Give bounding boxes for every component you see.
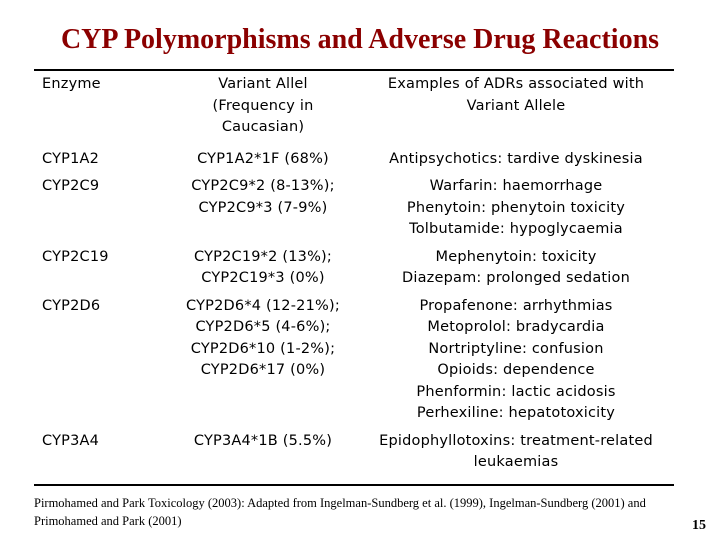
adr-line: Metoprolol: bradycardia [427,319,605,335]
variant-line: CYP2D6*17 (0%) [200,362,326,378]
enzyme-cell: CYP2D6 [42,297,101,314]
header-variant-line: (Frequency in [212,97,314,114]
adr-line: Phenytoin: phenytoin toxicity [406,199,626,216]
header-adrs-line: Variant Allele [466,97,566,114]
adr-line: Antipsychotics: tardive dyskinesia [389,150,643,167]
adr-line: Propafenone: arrhythmias [419,297,613,314]
variant-cell [168,247,358,290]
variant-line: CYP3A4*1B (5.5%) [193,432,333,449]
variant-line: CYP2D6*5 (4-6%); [195,319,331,335]
table-header-row [34,74,674,139]
adr-line: Phenformin: lactic acidosis [416,383,616,400]
variant-line: CYP2D6*4 (12-21%); [186,297,340,314]
adr-table [34,74,674,474]
adr-cell [358,431,674,474]
header-variant [168,74,358,139]
adr-line: Tolbutamide: hypoglycaemia [409,221,623,237]
variant-line: CYP2C19*3 (0%) [201,270,325,286]
enzyme-cell: CYP2C9 [42,178,100,194]
page-number: 15 [692,518,706,533]
enzyme-cell: CYP1A2 [42,150,100,167]
variant-line: CYP1A2*1F (68%) [197,150,329,167]
adr-line: Perhexiline: hepatotoxicity [416,405,616,421]
variant-line: CYP2D6*10 (1-2%); [190,340,336,357]
table-row [34,296,674,425]
variant-cell [168,176,358,219]
adr-line: Diazepam: prolonged sedation [401,270,630,286]
adr-line: Nortriptyline: confusion [428,340,604,357]
adr-line: Epidophyllotoxins: treatment-related leukaemias [379,432,653,470]
header-adrs-line: Examples of ADRs associated with [387,76,645,92]
variant-cell [168,149,358,171]
header-adrs [358,74,674,117]
adr-cell [358,247,674,290]
table-row [34,431,674,474]
adr-line: Warfarin: haemorrhage [429,178,603,194]
variant-line: CYP2C9*2 (8-13%); [191,178,335,194]
variant-line: CYP2C19*2 (13%); [194,248,332,265]
slide-title: CYP Polymorphisms and Adverse Drug Reactions [60,24,660,55]
adr-line: Mephenytoin: toxicity [435,248,597,265]
adr-line: Opioids: dependence [437,362,595,378]
variant-line: CYP2C9*3 (7-9%) [198,199,328,216]
table-row [34,247,674,290]
table-bottom-rule [34,484,674,486]
header-enzyme: Enzyme [42,76,101,92]
table-top-rule [34,69,674,71]
header-variant-line: Caucasian) [221,119,305,135]
table-row [34,176,674,241]
citation: Pirmohamed and Park Toxicology (2003): Adapted from Ingelman-Sundberg et al. (1999), Ingelman-Sundberg (2001) and Primohamed and Park (2001) [34,496,646,528]
enzyme-cell: CYP2C19 [42,248,109,265]
table-row [34,149,674,171]
adr-cell [358,296,674,425]
header-variant-line: Variant Allel [218,76,308,92]
variant-cell [168,296,358,382]
adr-cell [358,149,674,171]
enzyme-cell: CYP3A4 [42,432,100,449]
variant-cell [168,431,358,453]
adr-cell [358,176,674,241]
